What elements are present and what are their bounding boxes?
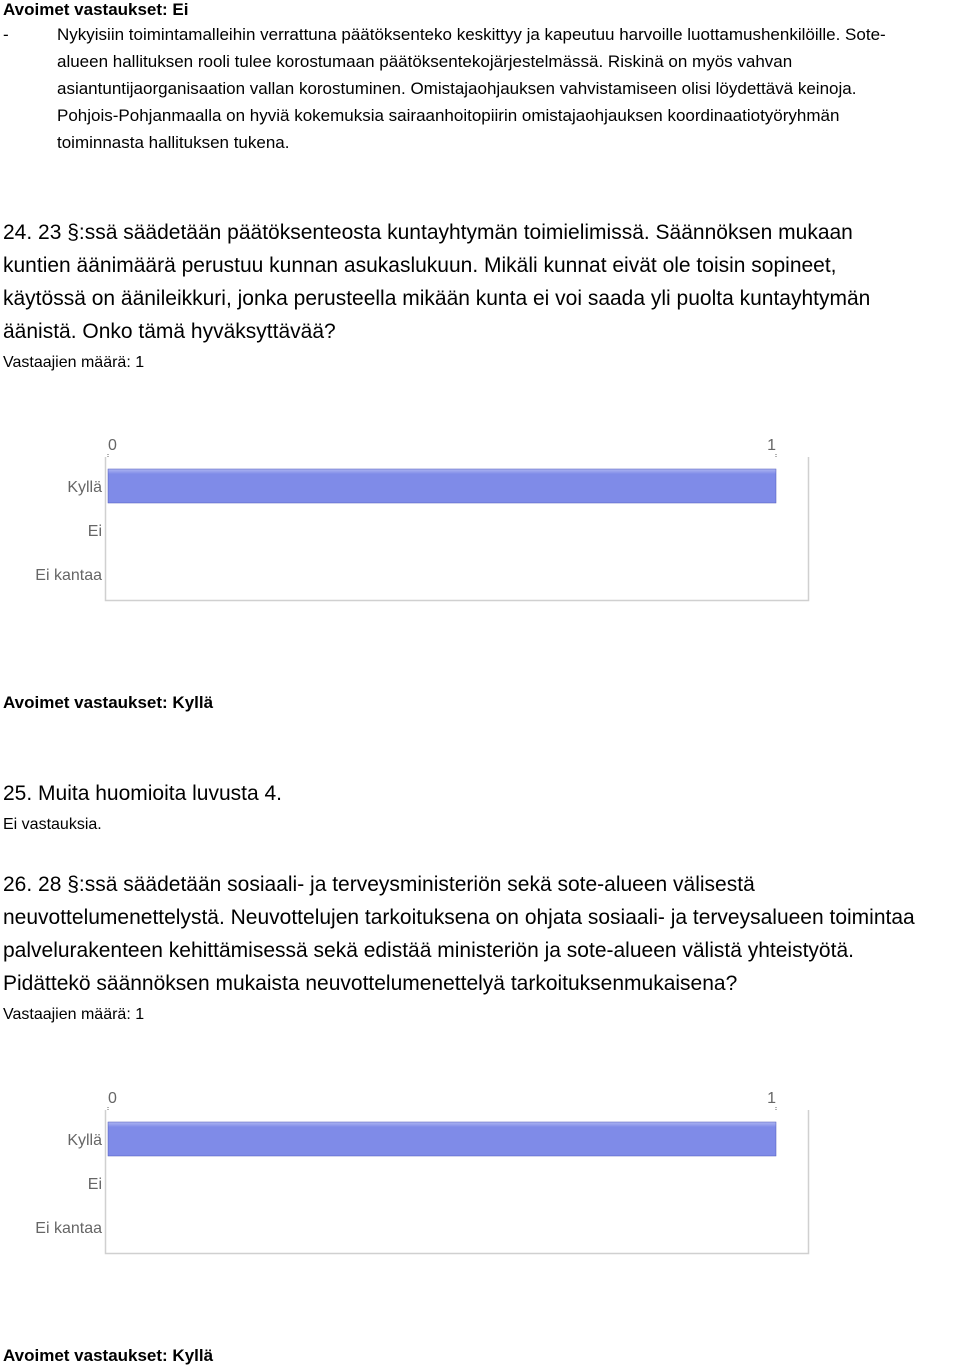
category-label: Kyllä: [67, 479, 102, 496]
answer-line: asiantuntijaorganisaation vallan korostuminen. Omistajaohjauksen vahvistamiseen olisi löydettävä keinoja.: [57, 79, 857, 98]
question-24-title: [3, 216, 960, 348]
x-tick-label: 1: [767, 437, 776, 454]
answer-bullet: -: [3, 25, 9, 44]
open-answers-header-ei: Avoimet vastaukset: Ei: [3, 0, 189, 19]
question-title-line: Pidättekö säännöksen mukaista neuvottelumenettelyä tarkoituksenmukaisena?: [3, 972, 738, 995]
bar: [108, 1122, 776, 1156]
question-26-title: [3, 868, 960, 1000]
open-answers-header-kylla: Avoimet vastaukset: Kyllä: [3, 1346, 214, 1365]
category-label: Ei: [87, 1176, 102, 1193]
no-answers-text: Ei vastauksia.: [3, 816, 102, 833]
category-label: Ei: [87, 523, 102, 540]
question-title-line: 24. 23 §:ssä säädetään päätöksenteosta kuntayhtymän toimielimissä. Säännöksen mukaan: [3, 221, 853, 244]
category-label: Kyllä: [67, 1132, 102, 1149]
answer-line: toiminnasta hallituksen tukena.: [57, 133, 290, 152]
x-tick-label: 1: [767, 1090, 776, 1107]
question-24-chart: [0, 430, 820, 610]
question-26-chart: [0, 1083, 820, 1263]
category-label: Ei kantaa: [35, 567, 102, 584]
question-title-line: palvelurakenteen kehittämisessä sekä edistää ministeriön ja sote-alueen välistä yhteistyötä.: [3, 939, 854, 962]
question-25-title: 25. Muita huomioita luvusta 4.: [3, 782, 282, 805]
x-tick-label: 0: [108, 1090, 117, 1107]
question-title-line: 26. 28 §:ssä säädetään sosiaali- ja terveysministeriön sekä sote-alueen välisestä: [3, 873, 755, 896]
question-title-line: käytössä on äänileikkuri, jonka perusteella mikään kunta ei voi saada yli puolta kuntayhtymän: [3, 287, 871, 310]
open-answer-item: [0, 21, 960, 156]
answer-line: Pohjois-Pohjanmaalla on hyviä kokemuksia sairaanhoitopiirin omistajaohjauksen koordinaatiotyöryhmän: [57, 106, 840, 125]
x-tick-label: 0: [108, 437, 117, 454]
question-title-line: äänistä. Onko tämä hyväksyttävää?: [3, 320, 336, 343]
question-title-line: neuvottelumenettelystä. Neuvottelujen tarkoituksena on ohjata sosiaali- ja terveysalueen toimintaa: [3, 906, 915, 929]
category-label: Ei kantaa: [35, 1220, 102, 1237]
answer-line: alueen hallituksen rooli tulee korostumaan päätöksentekojärjestelmässä. Riskinä on myös vahvan: [57, 52, 793, 71]
bar-chart: [0, 430, 820, 610]
bar: [108, 469, 776, 503]
open-answers-header-kylla: Avoimet vastaukset: Kyllä: [3, 693, 214, 712]
respondent-count: Vastaajien määrä: 1: [3, 354, 145, 371]
answer-line: Nykyisiin toimintamalleihin verrattuna päätöksenteko keskittyy ja kapeutuu harvoille luottamushenkilöille. Sote-: [57, 25, 886, 44]
bar-chart: [0, 1083, 820, 1263]
question-title-line: kuntien äänimäärä perustuu kunnan asukaslukuun. Mikäli kunnat eivät ole toisin sopineet,: [3, 254, 837, 277]
respondent-count: Vastaajien määrä: 1: [3, 1006, 145, 1023]
answer-text: [57, 21, 960, 156]
